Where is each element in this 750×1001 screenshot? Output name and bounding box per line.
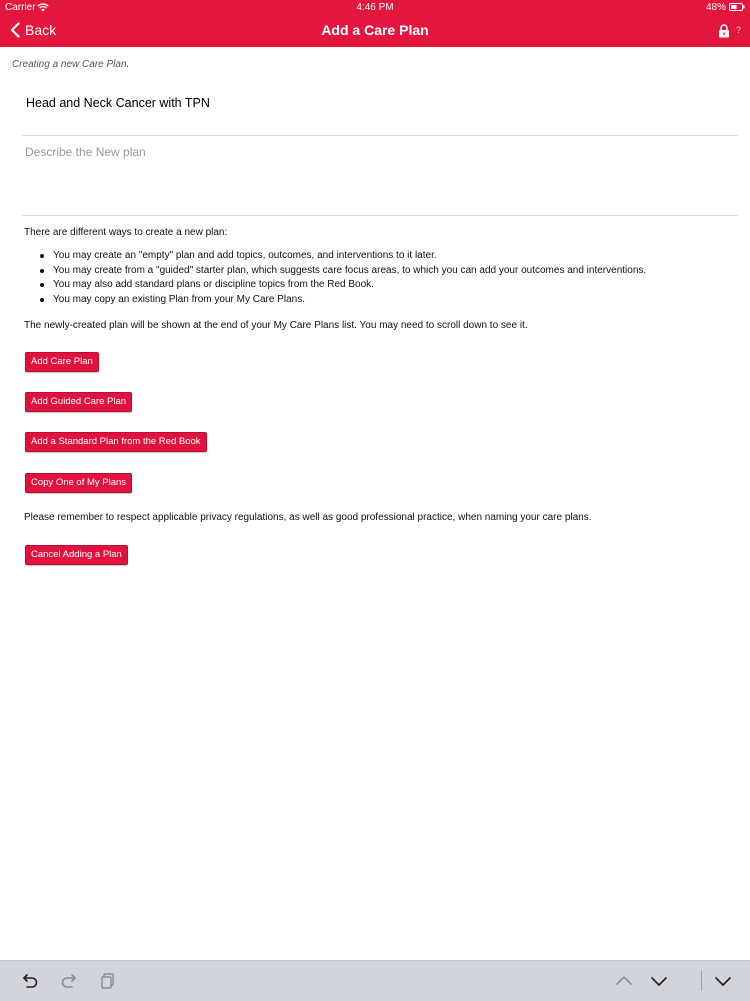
note-text: The newly-created plan will be shown at the end of your My Care Plans list. You may need to scroll down to see it. <box>24 320 528 331</box>
list-item: You may create an "empty" plan and add topics, outcomes, and interventions to it later. <box>24 249 646 264</box>
app-header <box>0 0 750 47</box>
list-item: You may copy an existing Plan from your My Care Plans. <box>24 293 646 308</box>
battery-percent: 48% <box>705 2 726 13</box>
divider <box>22 215 738 216</box>
chevron-down-icon[interactable] <box>649 971 669 991</box>
lock-icon[interactable] <box>718 24 730 38</box>
plan-name-input[interactable]: Head and Neck Cancer with TPN <box>26 96 210 110</box>
intro-text: There are different ways to create a new plan: <box>24 227 228 238</box>
page-title: Add a Care Plan <box>321 22 429 38</box>
help-mark[interactable]: ? <box>735 25 741 35</box>
paste-icon[interactable] <box>98 971 118 991</box>
form-subtitle: Creating a new Care Plan. <box>12 59 130 70</box>
status-carrier: Carrier <box>5 2 36 13</box>
cancel-adding-plan-button[interactable]: Cancel Adding a Plan <box>25 545 128 565</box>
divider <box>22 135 738 136</box>
chevron-up-icon[interactable] <box>614 971 634 991</box>
toolbar-separator <box>701 971 702 991</box>
keyboard-toolbar <box>0 960 750 1001</box>
status-time: 4:46 PM <box>356 2 394 13</box>
add-care-plan-button[interactable]: Add Care Plan <box>25 352 99 372</box>
list-item: You may create from a "guided" starter plan, which suggests care focus areas, to which you can add your outcomes and interventions. <box>24 264 646 279</box>
description-input[interactable]: Describe the New plan <box>25 145 146 159</box>
redo-icon[interactable] <box>59 971 79 991</box>
back-label: Back <box>25 22 57 38</box>
copy-plan-button[interactable]: Copy One of My Plans <box>25 473 132 493</box>
undo-icon[interactable] <box>20 971 40 991</box>
add-guided-care-plan-button[interactable]: Add Guided Care Plan <box>25 392 132 412</box>
list-item: You may also add standard plans or discipline topics from the Red Book. <box>24 278 646 293</box>
status-bar <box>0 0 750 16</box>
keyboard-dismiss-icon[interactable] <box>713 971 733 991</box>
add-standard-plan-button[interactable]: Add a Standard Plan from the Red Book <box>25 432 207 452</box>
privacy-text: Please remember to respect applicable privacy regulations, as well as good professional practice, when naming your care plans. <box>24 512 592 523</box>
options-list <box>24 249 646 308</box>
battery-icon <box>729 3 745 11</box>
